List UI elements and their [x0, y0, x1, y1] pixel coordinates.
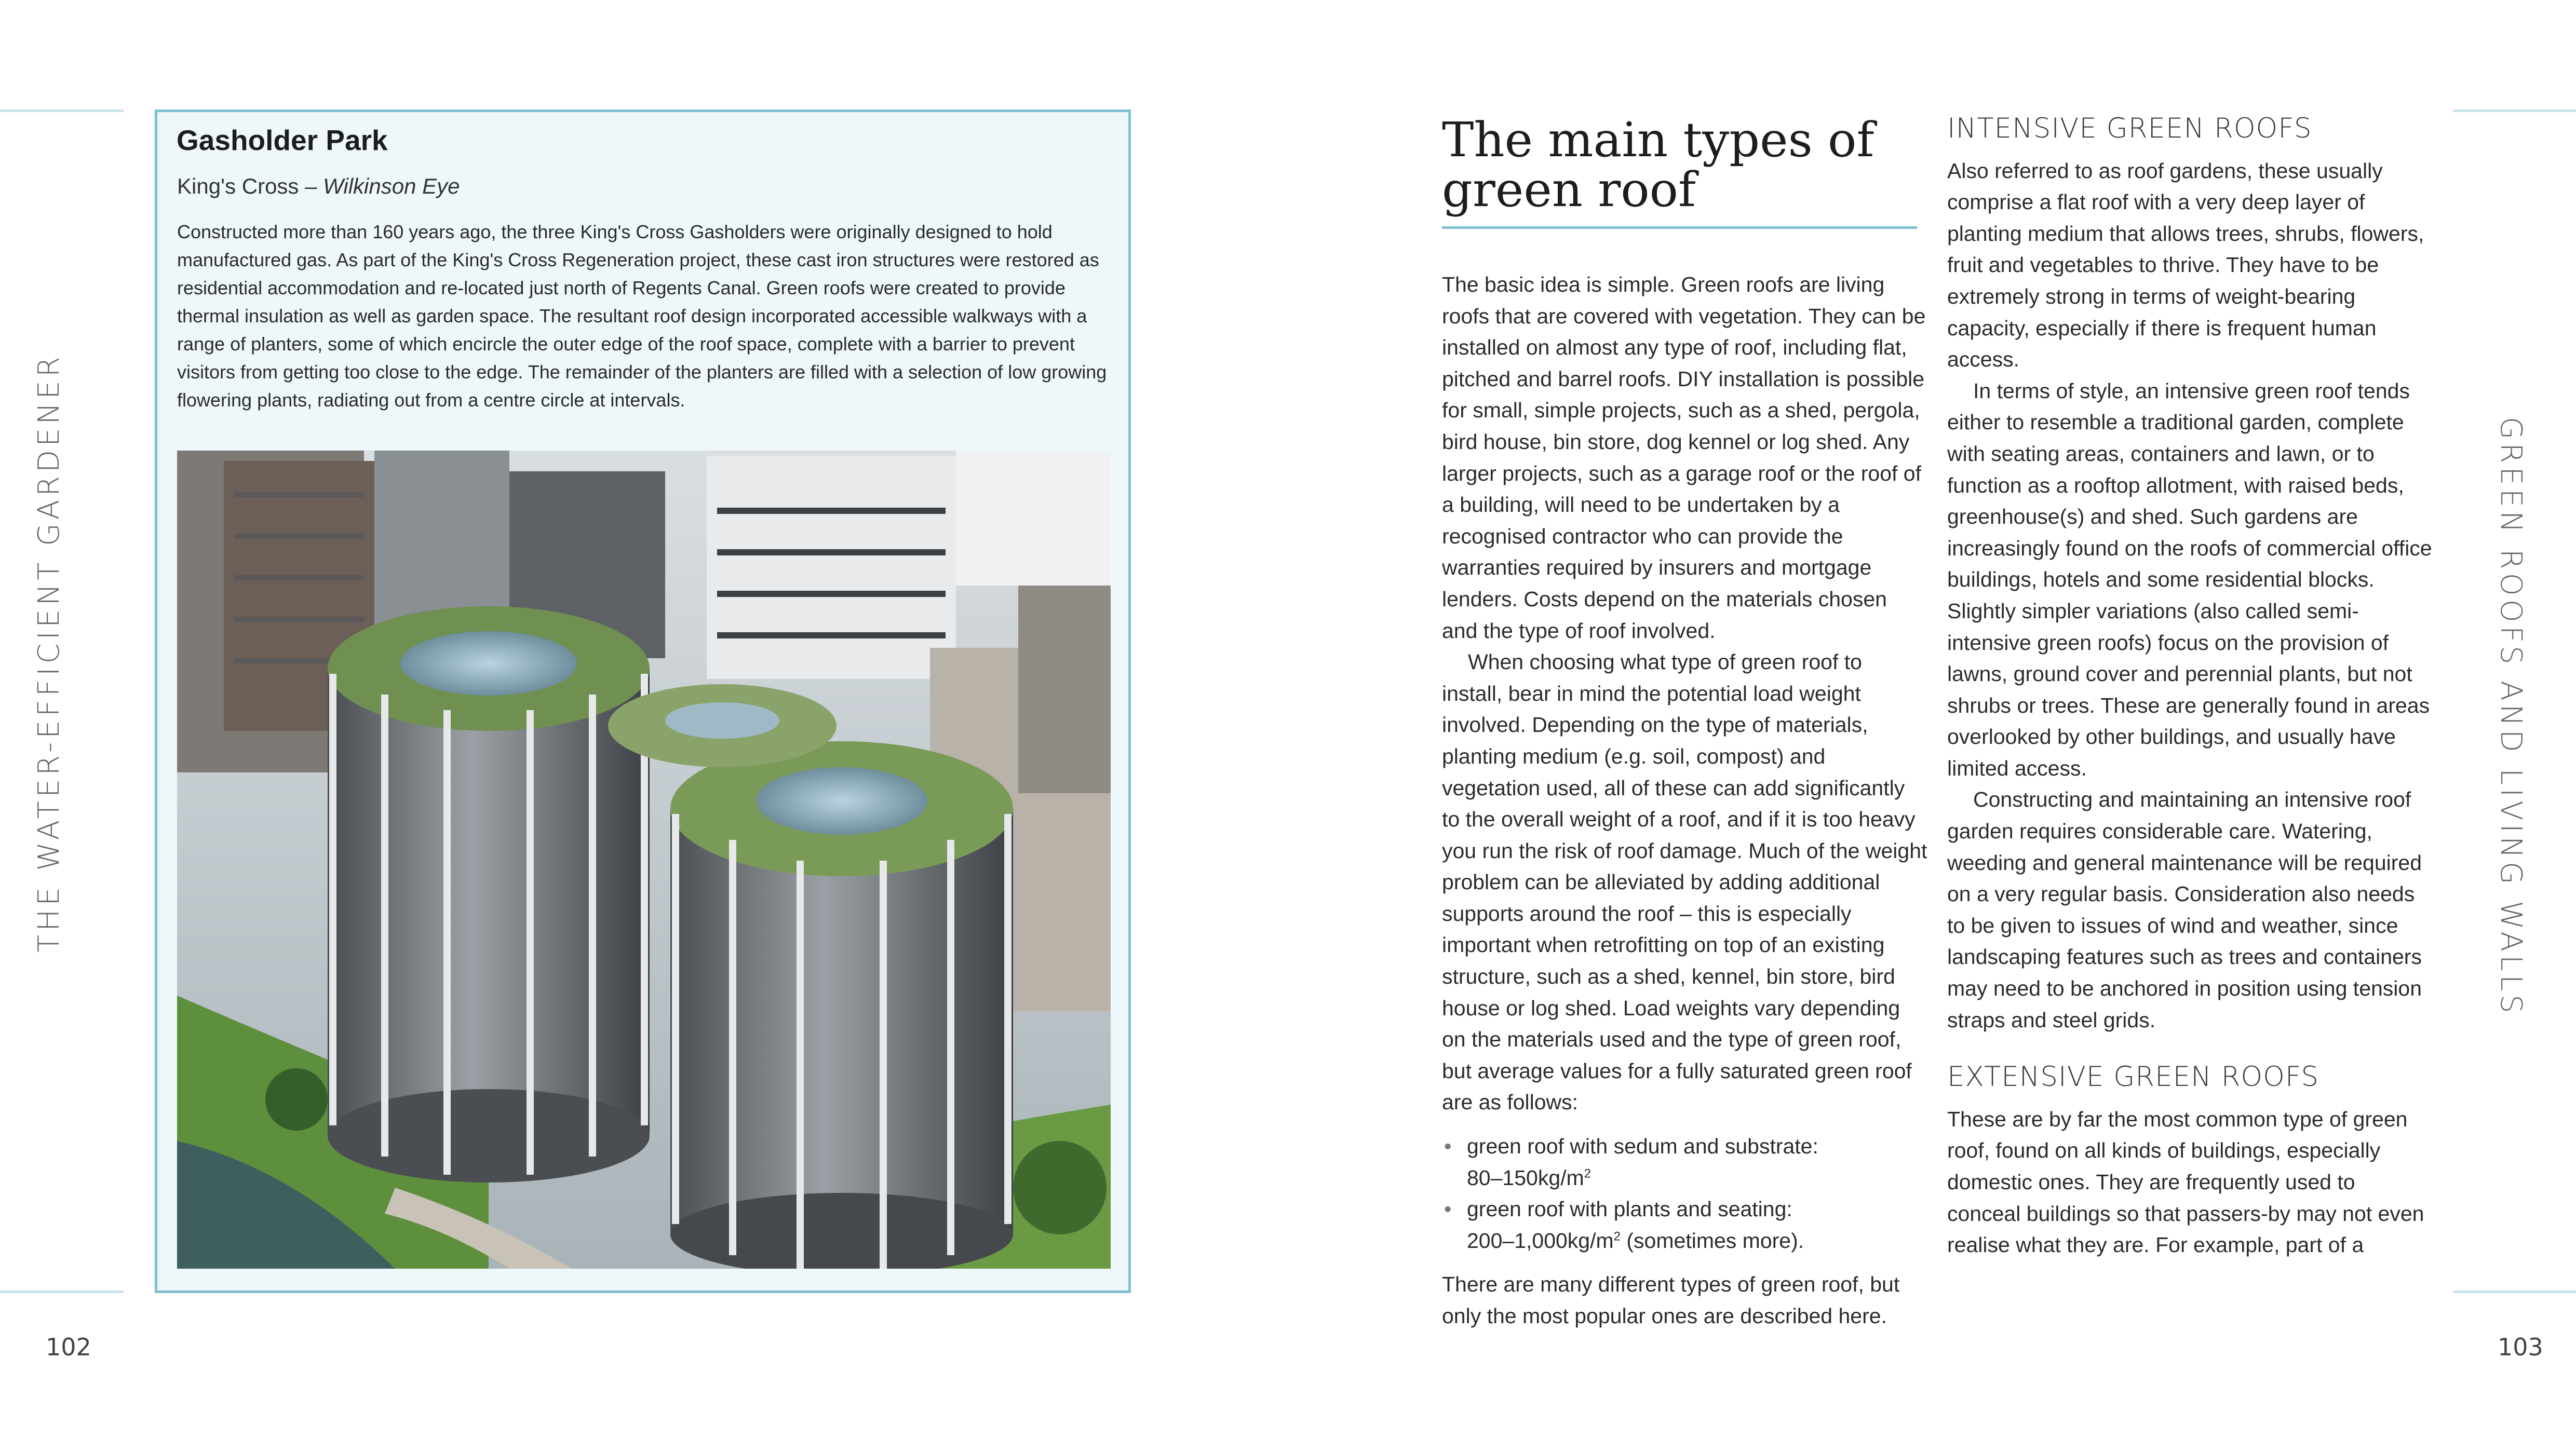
- case-study-body: Constructed more than 160 years ago, the three King's Cross Gasholders were originally designed to hold manufactured gas. As part of the King's Cross Regeneration project, these cast iron structures were restored as residential accommodation and re-located just north of Regents Canal. Green roofs were created to provide thermal insulation as well as garden space. The resultant roof design incorporated accessible walkways with a range of planters, some of which encircle the outer edge of the roof space, complete with a barrier to prevent visitors from getting too close to the edge. The remainder of the planters are filled with a selection of low growing flowering plants, radiating out from a centre circle at intervals.: [177, 221, 1107, 411]
- bullet-icon: •: [1444, 1134, 1452, 1159]
- section-heading-intensive: INTENSIVE GREEN ROOFS: [1947, 113, 2312, 144]
- list-item-value: 80–150kg/m: [1467, 1165, 1584, 1190]
- list-item-label: green roof with sedum and substrate:: [1467, 1134, 1818, 1159]
- running-head-right: GREEN ROOFS AND LIVING WALLS: [2494, 417, 2528, 1017]
- page-number-right: 103: [2498, 1333, 2543, 1361]
- paragraph: Constructing and maintaining an intensive roof garden requires considerable care. Watering, weeding and general maintenance will be required on a very regular basis. Consideration also needs to be given to issues of wind and weather, since landscaping features such as trees and containers may need to be anchored in position using tension straps and steel grids.: [1947, 787, 2422, 1032]
- right-margin-rule-bottom: [2453, 1290, 2576, 1293]
- page-title-line-2: green roof: [1442, 162, 1696, 217]
- text-column-right: [1947, 113, 2433, 1261]
- page-number-left: 102: [46, 1333, 91, 1361]
- text-column-left: [1442, 269, 1927, 1332]
- case-study-location: King's Cross –: [177, 174, 323, 198]
- left-margin-rule-bottom: [0, 1290, 124, 1293]
- case-study-designer: Wilkinson Eye: [323, 174, 460, 198]
- paragraph: In terms of style, an intensive green roof tends either to resemble a traditional garden, complete with seating areas, containers and lawn, or to function as a rooftop allotment, with raised beds, greenhouse(s) and shed. Such gardens are increasingly found on the roofs of commercial office buildings, hotels and some residential blocks. Slightly simpler variations (also called semi-intensive green roofs) focus on the provision of lawns, ground cover and perennial plants, but not shrubs or trees. These are generally found in areas overlooked by other buildings, and usually have limited access.: [1947, 378, 2432, 780]
- left-margin-rule-top: [0, 110, 124, 112]
- superscript: 2: [1613, 1229, 1621, 1244]
- list-item-note: (sometimes more).: [1621, 1228, 1804, 1253]
- list-item: [1442, 1193, 1927, 1256]
- paragraph: When choosing what type of green roof to install, bear in mind the potential load weight involved. Depending on the type of materials, planting medium (e.g. soil, compost) and vegetation used, all of these can add significantly to the overall weight of a roof, and if it is too heavy you run the risk of roof damage. Much of the weight problem can be alleviated by adding additional supports around the roof – this is especially important when retrofitting on top of an existing structure, such as a shed, kennel, bin store, bird house or log shed. Load weights vary depending on the materials used and the type of green roof, but average values for a fully saturated green roof are as follows:: [1442, 650, 1927, 1114]
- section-heading-extensive: EXTENSIVE GREEN ROOFS: [1947, 1061, 2319, 1093]
- load-weight-list: [1442, 1131, 1927, 1256]
- paragraph: These are by far the most common type of green roof, found on all kinds of buildings, especially domestic ones. They are frequently used to conceal buildings so that passers-by may not even realise what they are. For example, part of a: [1947, 1107, 2424, 1257]
- case-study-title: Gasholder Park: [177, 124, 388, 156]
- paragraph: Also referred to as roof gardens, these usually comprise a flat roof with a very deep layer of planting medium that allows trees, shrubs, flowers, fruit and vegetables to thrive. They have to be extremely strong in terms of weight-bearing capacity, especially if there is frequent human access.: [1947, 158, 2424, 372]
- page-title: [1442, 112, 1874, 217]
- superscript: 2: [1584, 1166, 1592, 1180]
- right-margin-rule-top: [2453, 110, 2576, 112]
- paragraph: The basic idea is simple. Green roofs are living roofs that are covered with vegetation. They can be installed on almost any type of roof, including flat, pitched and barrel roofs. DIY installation is possible for small, simple projects, such as a shed, pergola, bird house, bin store, dog kennel or log shed. Any larger projects, such as a garage roof or the roof of a building, will need to be undertaken by a recognised contractor who can provide the warranties required by insurers and mortgage lenders. Costs depend on the materials chosen and the type of roof involved.: [1442, 273, 1926, 643]
- gasholder-aerial-photo: [177, 451, 1111, 1269]
- paragraph: There are many different types of green roof, but only the most popular ones are described here.: [1442, 1272, 1900, 1328]
- list-item-value: 200–1,000kg/m: [1467, 1228, 1614, 1253]
- bullet-icon: •: [1444, 1197, 1452, 1221]
- list-item-label: green roof with plants and seating:: [1467, 1197, 1792, 1221]
- title-underline-rule: [1442, 226, 1917, 229]
- case-study-credit: [177, 174, 460, 199]
- list-item: [1442, 1131, 1927, 1193]
- running-head-left: THE WATER-EFFICIENT GARDENER: [32, 353, 66, 953]
- page-title-line-1: The main types of: [1442, 112, 1874, 168]
